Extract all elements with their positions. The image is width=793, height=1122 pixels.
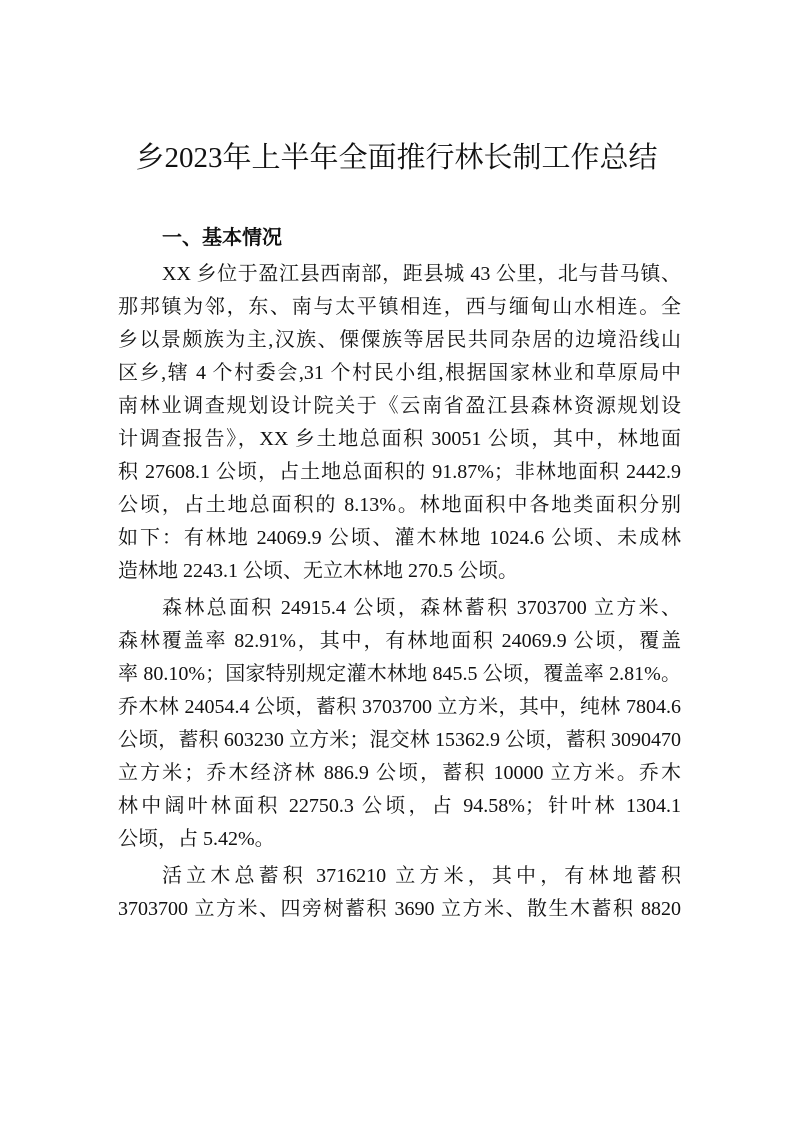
paragraph-standing-stock: [118, 860, 681, 926]
text-line: 公顷，占 5.42%。: [118, 828, 275, 850]
document-body: [118, 258, 681, 930]
text-line: 乔木林 24054.4 公顷，蓄积 3703700 立方米，其中，纯林 7804.6: [118, 696, 681, 718]
text-line: 活立木总蓄积 3716210 立方米，其中，有林地蓄积: [162, 865, 681, 887]
text-line: 公顷，蓄积 603230 立方米；混交林 15362.9 公顷，蓄积 3090470: [118, 729, 681, 751]
text-line: 造林地 2243.1 公顷、无立木林地 270.5 公顷。: [118, 560, 518, 582]
document-title: 乡2023年上半年全面推行林长制工作总结: [135, 142, 658, 174]
paragraph-location-land: [118, 258, 681, 588]
text-line: 公顷，占土地总面积的 8.13%。林地面积中各地类面积分别: [118, 494, 681, 516]
text-line: 林中阔叶林面积 22750.3 公顷，占 94.58%；针叶林 1304.1: [118, 795, 681, 817]
text-line: 区乡,辖 4 个村委会,31 个村民小组,根据国家林业和草原局中: [118, 362, 681, 384]
text-line: 3703700 立方米、四旁树蓄积 3690 立方米、散生木蓄积 8820: [118, 898, 681, 920]
text-line: 那邦镇为邻，东、南与太平镇相连，西与缅甸山水相连。全: [118, 296, 681, 318]
section-heading: 一、基本情况: [162, 225, 282, 249]
text-line: 森林覆盖率 82.91%，其中，有林地面积 24069.9 公顷，覆盖: [118, 630, 681, 652]
text-line: 立方米；乔木经济林 886.9 公顷，蓄积 10000 立方米。乔木: [118, 762, 681, 784]
text-line: 计调查报告》，XX 乡土地总面积 30051 公顷，其中，林地面: [118, 428, 681, 450]
text-line: 乡以景颇族为主,汉族、傈僳族等居民共同杂居的边境沿线山: [118, 329, 681, 351]
text-line: 南林业调查规划设计院关于《云南省盈江县森林资源规划设: [118, 395, 681, 417]
text-line: 如下：有林地 24069.9 公顷、灌木林地 1024.6 公顷、未成林: [118, 527, 681, 549]
text-line: 率 80.10%；国家特别规定灌木林地 845.5 公顷，覆盖率 2.81%。: [118, 663, 681, 685]
text-line: 积 27608.1 公顷，占土地总面积的 91.87%；非林地面积 2442.9: [118, 461, 681, 483]
paragraph-forest-area: [118, 592, 681, 856]
text-line: 森林总面积 24915.4 公顷，森林蓄积 3703700 立方米、: [162, 597, 681, 619]
text-line: XX 乡位于盈江县西南部，距县城 43 公里，北与昔马镇、: [162, 263, 681, 285]
